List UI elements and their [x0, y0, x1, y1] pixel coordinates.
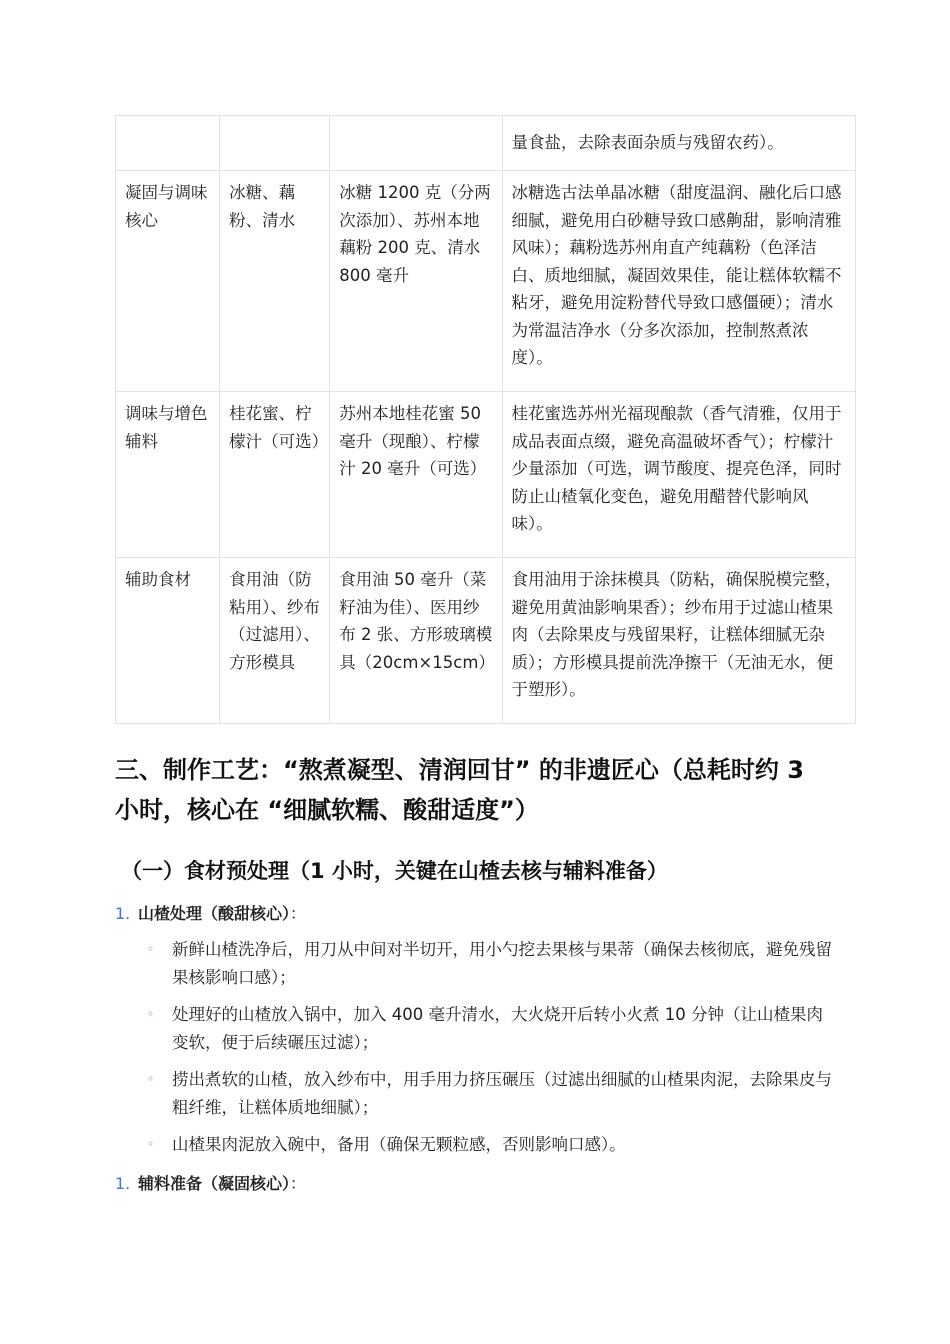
table-cell-items: 桂花蜜、柠檬汁（可选） — [220, 392, 330, 558]
table-cell-quantity: 苏州本地桂花蜜 50 毫升（现酿）、柠檬汁 20 毫升（可选） — [330, 392, 502, 558]
section-heading: 三、制作工艺：“熬煮凝型、清润回甘” 的非遗匠心（总耗时约 3 小时，核心在 “细腻软糯、酸甜适度”） — [115, 756, 804, 824]
list-item-title: 辅料准备（凝固核心） — [138, 1174, 291, 1193]
bullet-text: 捞出煮软的山楂，放入纱布中，用手用力挤压碾压（过滤出细腻的山楂果肉泥，去除果皮与粗纤维，让糕体质地细腻）； — [172, 1070, 832, 1117]
table-cell-notes: 量食盐，去除表面杂质与残留农药）。 — [502, 116, 856, 171]
table-cell-items: 冰糖、藕粉、清水 — [220, 171, 330, 392]
table-cell-quantity: 冰糖 1200 克（分两次添加）、苏州本地藕粉 200 克、清水 800 毫升 — [330, 171, 502, 392]
table-cell-category: 辅助食材 — [116, 558, 220, 724]
list-item-title: 山楂处理（酸甜核心） — [138, 904, 291, 923]
bullet-text: 山楂果肉泥放入碗中，备用（确保无颗粒感，否则影响口感）。 — [172, 1135, 626, 1154]
table-cell-category: 凝固与调味核心 — [116, 171, 220, 392]
table-cell-items — [220, 116, 330, 171]
table-cell-quantity: 食用油 50 毫升（菜籽油为佳）、医用纱布 2 张、方形玻璃模具（20cm×15cm） — [330, 558, 502, 724]
table-cell-items: 食用油（防粘用）、纱布（过滤用）、方形模具 — [220, 558, 330, 724]
subsection-heading: （一）食材预处理（1 小时，关键在山楂去核与辅料准备） — [121, 859, 668, 883]
list-item-colon: ： — [290, 904, 307, 923]
list-item — [145, 1131, 835, 1159]
sub-bullet-list — [145, 936, 835, 1169]
bullet-text: 处理好的山楂放入锅中，加入 400 毫升清水，大火烧开后转小火煮 10 分钟（让山楂果肉变软，便于后续碾压过滤）； — [172, 1005, 823, 1052]
ingredients-table — [115, 115, 856, 724]
table-row — [116, 558, 856, 724]
list-item — [145, 936, 835, 991]
table-cell-quantity — [330, 116, 502, 171]
table-cell-notes: 冰糖选古法单晶冰糖（甜度温润、融化后口感细腻，避免用白砂糖导致口感齁甜，影响清雅风味）；藕粉选苏州甪直产纯藕粉（色泽洁白、质地细腻，凝固效果佳，能让糕体软糯不粘牙，避免用淀粉替代导致口感僵硬）；清水为常温洁净水（分多次添加，控制熬煮浓度）。 — [502, 171, 856, 392]
list-item-colon: ： — [290, 1174, 307, 1193]
table-row — [116, 392, 856, 558]
list-item — [145, 1001, 835, 1056]
bullet-text: 新鲜山楂洗净后，用刀从中间对半切开，用小勺挖去果核与果蒂（确保去核彻底，避免残留果核影响口感）； — [172, 940, 832, 987]
hollow-bullet-icon: ◦ — [147, 1007, 155, 1021]
list-number: 1. — [115, 904, 131, 923]
hollow-bullet-icon: ◦ — [147, 1072, 155, 1086]
table-row — [116, 116, 856, 171]
hollow-bullet-icon: ◦ — [147, 942, 155, 956]
list-item-hawthorn — [115, 901, 306, 927]
table-cell-notes: 食用油用于涂抹模具（防粘，确保脱模完整，避免用黄油影响果香）；纱布用于过滤山楂果肉（去除果皮与残留果籽，让糕体细腻无杂质）；方形模具提前洗净擦干（无油无水，便于塑形）。 — [502, 558, 856, 724]
table-row — [116, 171, 856, 392]
hollow-bullet-icon: ◦ — [147, 1137, 155, 1151]
table-cell-category — [116, 116, 220, 171]
list-item-auxiliary — [115, 1171, 306, 1197]
list-number: 1. — [115, 1174, 131, 1193]
table-cell-notes: 桂花蜜选苏州光福现酿款（香气清雅，仅用于成品表面点缀，避免高温破坏香气）；柠檬汁少量添加（可选，调节酸度、提亮色泽，同时防止山楂氧化变色，避免用醋替代影响风味）。 — [502, 392, 856, 558]
list-item — [145, 1066, 835, 1121]
table-cell-category: 调味与增色辅料 — [116, 392, 220, 558]
